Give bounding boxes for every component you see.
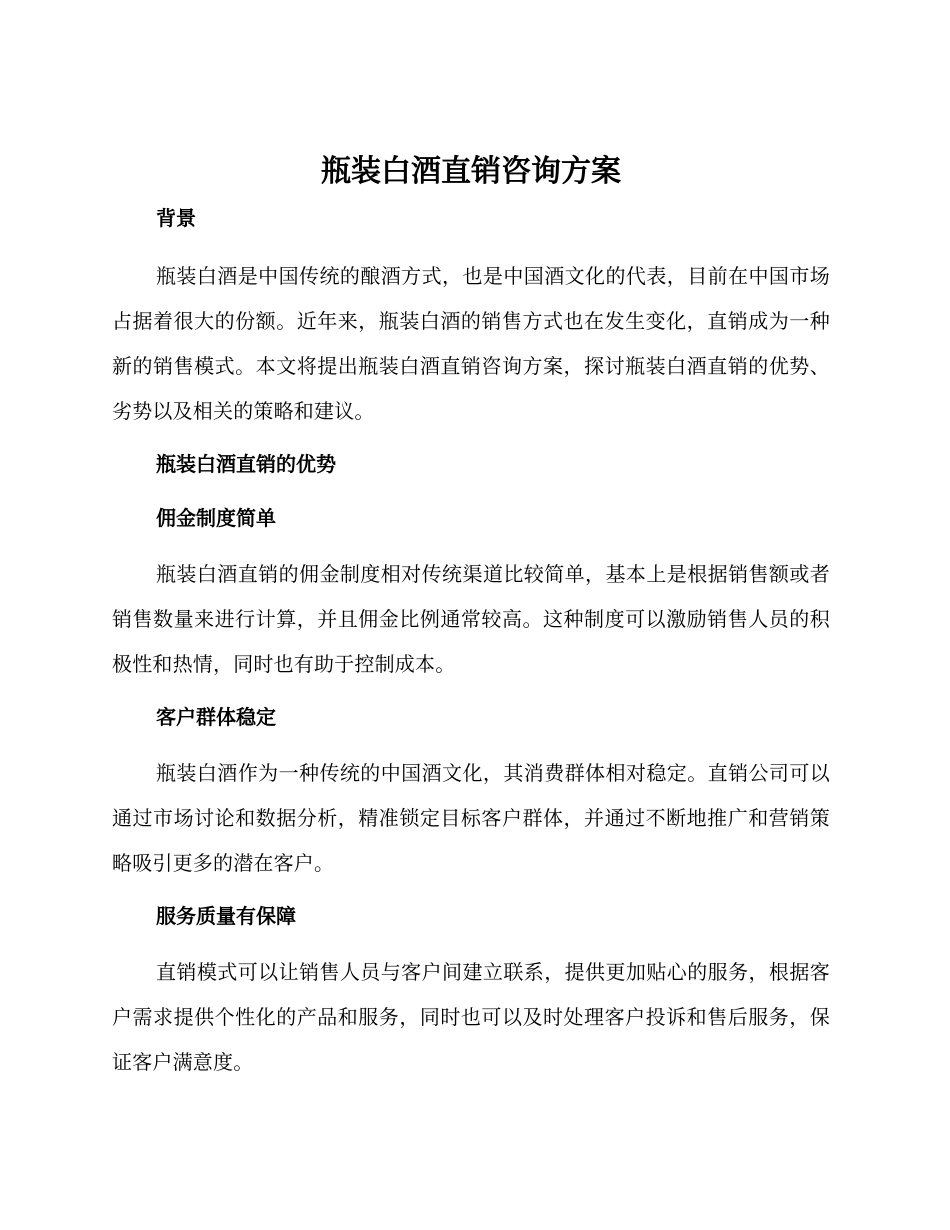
section-heading-service: 服务质量有保障 (156, 904, 296, 928)
section-paragraph-background: 瓶装白酒是中国传统的酿酒方式，也是中国酒文化的代表，目前在中国市场占据着很大的份额。近年来，瓶装白酒的销售方式也在发生变化，直销成为一种新的销售模式。本文将提出瓶装白酒直销咨询方案，探讨瓶装白酒直销的优势、劣势以及相关的策略和建议。 (112, 264, 830, 423)
section-heading-customers: 客户群体稳定 (156, 705, 276, 729)
section-heading-background: 背景 (156, 206, 196, 230)
section-heading-advantages: 瓶装白酒直销的优势 (156, 452, 336, 476)
document-title: 瓶装白酒直销咨询方案 (321, 154, 621, 189)
section-paragraph-customers: 瓶装白酒作为一种传统的中国酒文化，其消费群体相对稳定。直销公司可以通过市场讨论和数据分析，精准锁定目标客户群体，并通过不断地推广和营销策略吸引更多的潜在客户。 (112, 761, 830, 875)
document-content (112, 142, 830, 1095)
section-paragraph-commission: 瓶装白酒直销的佣金制度相对传统渠道比较简单，基本上是根据销售额或者销售数量来进行计算，并且佣金比例通常较高。这种制度可以激励销售人员的积极性和热情，同时也有助于控制成本。 (112, 562, 830, 676)
section-paragraph-service: 直销模式可以让销售人员与客户间建立联系，提供更加贴心的服务，根据客户需求提供个性化的产品和服务，同时也可以及时处理客户投诉和售后服务，保证客户满意度。 (112, 960, 830, 1074)
section-heading-commission: 佣金制度简单 (156, 506, 276, 530)
